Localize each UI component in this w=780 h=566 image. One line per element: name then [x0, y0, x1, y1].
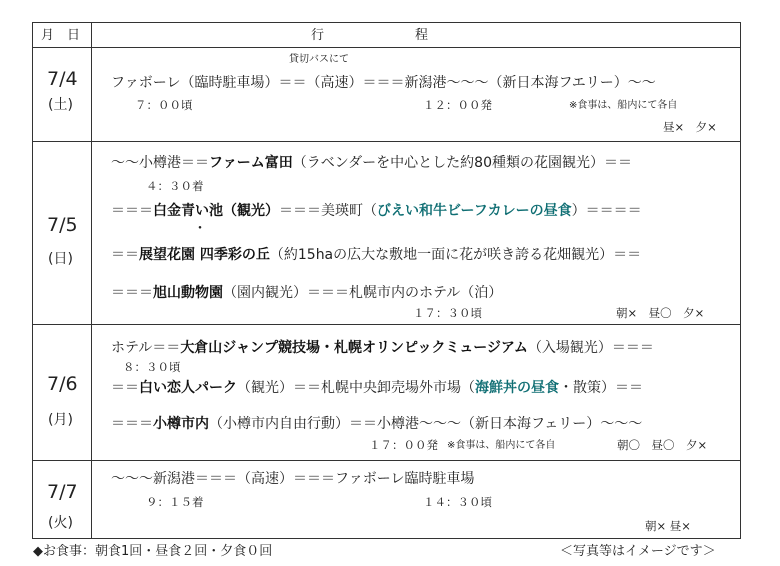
day3-dow: (月) [48, 412, 73, 428]
day2-meals: 朝× 昼〇 夕× [616, 306, 705, 320]
header-itinerary: 行 程 [311, 28, 429, 43]
day4-route: ～～～新潟港＝＝＝（高速）＝＝＝ファボーレ臨時駐車場 [111, 471, 475, 487]
day2-line1: ～～小樽港＝＝ファーム富田（ラベンダーを中心とした約80種類の花園観光）＝＝ [111, 155, 632, 171]
day3-line2: ＝＝白い恋人パーク（観光）＝＝札幌中央卸売場外市場（海鮮丼の昼食・散策）＝＝ [111, 380, 643, 396]
day3-ferry-time: １７：００発 [369, 438, 438, 452]
day3-line1: ホテル＝＝大倉山ジャンプ競技場・札幌オリンピックミュージアム（入場観光）＝＝＝ [111, 340, 654, 356]
day1-route: ファボーレ（臨時駐車場）＝＝（高速）＝＝＝新潟港～～～（新日本海フエリー）～～ [111, 75, 656, 91]
day2-dot: ・ [193, 221, 207, 237]
day2-arrival-time: ４：３０着 [146, 179, 204, 193]
day2-dow: (日) [48, 251, 73, 267]
day4-time1: ９：１５着 [146, 495, 204, 509]
itinerary-table [32, 22, 741, 539]
day1-divider [33, 141, 740, 142]
header-month-day: 月 日 [41, 28, 81, 43]
day2-line4: ＝＝＝旭山動物園（園内観光）＝＝＝札幌市内のホテル（泊） [111, 285, 503, 301]
day3-meal-note: ※食事は、船内にて各自 [447, 440, 556, 451]
day1-time2: １２：００発 [423, 98, 492, 112]
day1-meals: 昼× 夕× [663, 120, 717, 134]
meals-summary: ◆お食事：朝食1回・昼食２回・夕食０回 [33, 544, 273, 559]
day3-divider [33, 460, 740, 461]
day2-divider [33, 324, 740, 325]
photo-note: ＜写真等はイメージです＞ [560, 544, 716, 559]
day1-dow: (土) [48, 97, 73, 113]
day3-date: 7/6 [47, 373, 78, 395]
day4-time2: １４：３０頃 [423, 495, 492, 509]
day1-meal-note: ※食事は、船内にて各自 [569, 100, 678, 111]
day2-line2: ＝＝＝白金青い池（観光）＝＝＝美瑛町（びえい和牛ビーフカレーの昼食）＝＝＝＝ [111, 203, 642, 219]
header-divider [33, 47, 740, 48]
day2-date: 7/5 [47, 214, 78, 236]
day4-dow: (火) [48, 515, 73, 531]
day1-bus-note: 貸切バスにて [289, 54, 349, 65]
day2-line3: ＝＝展望花園 四季彩の丘（約15haの広大な敷地一面に花が咲き誇る花畑観光）＝＝ [111, 247, 642, 263]
day2-hotel-time: １７：３０頃 [413, 306, 482, 320]
day3-line3: ＝＝＝小樽市内（小樽市内自由行動）＝＝小樽港～～～（新日本海フェリー）～～～ [111, 416, 643, 432]
day1-time1: ７：００頃 [135, 98, 193, 112]
day4-date: 7/7 [47, 481, 78, 503]
day3-meals: 朝〇 昼〇 夕× [617, 438, 708, 452]
day3-departure-time: ８：３０頃 [123, 360, 181, 374]
day4-meals: 朝× 昼× [645, 519, 691, 533]
day1-date: 7/4 [47, 68, 78, 90]
